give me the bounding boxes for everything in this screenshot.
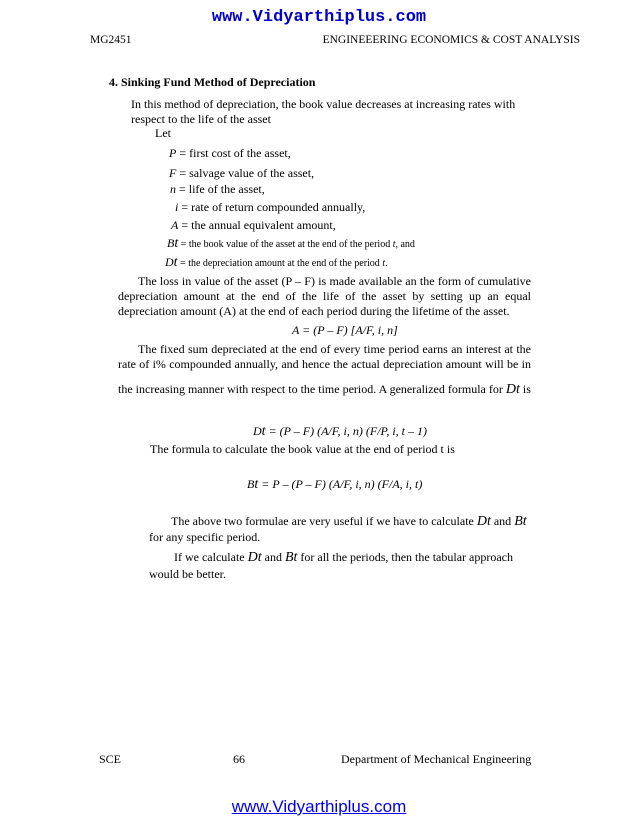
book-value-intro: The formula to calculate the book value at the end of period t is <box>150 442 455 456</box>
definition-n <box>170 182 265 197</box>
watermark-top: www.Vidyarthiplus.com <box>211 8 427 27</box>
definition-d <box>165 255 388 271</box>
definition-b <box>167 236 415 252</box>
symbol-a: A <box>171 218 179 232</box>
paragraph2-line-2: rate of i% compounded annually, and hence the actual depreciation amount will be in <box>118 357 531 371</box>
paragraph-loss-in-value <box>118 274 531 319</box>
closing1-symbol-dt: Dt <box>476 514 491 529</box>
paragraph2-line-3-text: the increasing manner with respect to the time period. A generalized formula for <box>118 382 506 396</box>
definition-a <box>171 218 336 233</box>
definition-b-end: , and <box>395 239 415 250</box>
definition-i <box>175 200 365 215</box>
closing2-and: and <box>261 550 285 564</box>
definition-d-text: = the depreciation amount at the end of the period <box>177 258 383 269</box>
closing1-line-1 <box>171 514 527 530</box>
closing2-line-1 <box>174 550 513 566</box>
paragraph1-line-2: depreciation amount at the end of the life of the asset by setting up an equal <box>118 289 531 303</box>
paragraph-fixed-sum <box>118 342 531 372</box>
symbol-d: D <box>165 255 174 269</box>
closing2-end: for all the periods, then the tabular approach <box>297 550 513 564</box>
formula-b-symbol: B <box>247 477 255 491</box>
let-label: Let <box>155 126 171 140</box>
formula-book-value <box>247 477 422 493</box>
closing1-line-2: for any specific period. <box>149 530 261 544</box>
definition-d-end: . <box>385 258 388 269</box>
header-course-code: MG2451 <box>90 34 132 46</box>
symbol-p: P <box>169 146 177 160</box>
formula-d-rest: = (P – F) (A/F, i, n) (F/P, i, t – 1) <box>265 424 427 438</box>
formula-b-subscript: t <box>254 477 259 492</box>
symbol-n: n <box>170 182 176 196</box>
symbol-d-subscript: t <box>173 255 178 270</box>
definition-n-text: = life of the asset, <box>176 182 265 196</box>
definition-p <box>169 146 291 161</box>
formula-depreciation <box>253 424 427 440</box>
closing2-text: If we calculate <box>174 550 248 564</box>
closing2-line-2: would be better. <box>149 567 226 581</box>
formula-d-subscript: t <box>261 424 266 439</box>
formula-b-rest: = P – (P – F) (A/F, i, n) (F/A, i, t) <box>258 477 423 491</box>
watermark-bottom-link[interactable]: www.Vidyarthiplus.com <box>231 797 407 816</box>
closing1-text: The above two formulae are very useful if we have to calculate <box>171 514 477 528</box>
formula-d-symbol: D <box>253 424 262 438</box>
symbol-dt: Dt <box>505 382 520 397</box>
footer-page-number: 66 <box>233 752 245 766</box>
symbol-b: B <box>167 236 175 250</box>
symbol-f: F <box>169 166 177 180</box>
footer-department: Department of Mechanical Engineering <box>341 752 532 766</box>
definition-a-text: = the annual equivalent amount, <box>178 218 336 232</box>
definition-b-text: = the book value of the asset at the end of the period <box>178 239 393 250</box>
intro-line-1: In this method of depreciation, the book value decreases at increasing rates with <box>131 97 516 111</box>
section-heading: 4. Sinking Fund Method of Depreciation <box>109 75 316 89</box>
paragraph1-line-3: depreciation amount (A) at the end of each period during the lifetime of the asset. <box>118 304 510 318</box>
symbol-i: i <box>175 200 179 214</box>
intro-line-2: respect to the life of the asset <box>131 112 271 126</box>
paragraph2-line-1: The fixed sum depreciated at the end of every time period earns an interest at the <box>138 342 531 356</box>
definition-f-text: = salvage value of the asset, <box>176 166 315 180</box>
paragraph2-line-3-end: is <box>519 382 531 396</box>
closing1-and: and <box>490 514 515 528</box>
definition-b-t: t <box>392 239 396 250</box>
definition-f <box>169 166 314 181</box>
closing2-symbol-dt: Dt <box>247 550 262 565</box>
footer-institution: SCE <box>99 752 122 766</box>
paragraph2-line-3 <box>118 382 531 398</box>
definition-p-text: = first cost of the asset, <box>176 146 291 160</box>
definition-d-t: t <box>382 258 386 269</box>
closing1-symbol-bt: Bt <box>514 514 527 529</box>
closing2-symbol-bt: Bt <box>284 550 298 565</box>
header-course-title: ENGINEEERING ECONOMICS & COST ANALYSIS <box>322 34 580 46</box>
formula-annual-amount: A = (P – F) [A/F, i, n] <box>292 323 398 337</box>
definition-i-text: = rate of return compounded annually, <box>178 200 366 214</box>
paragraph1-line-1: The loss in value of the asset (P – F) is made available an the form of cumulative <box>138 274 531 288</box>
symbol-b-subscript: t <box>174 236 179 251</box>
